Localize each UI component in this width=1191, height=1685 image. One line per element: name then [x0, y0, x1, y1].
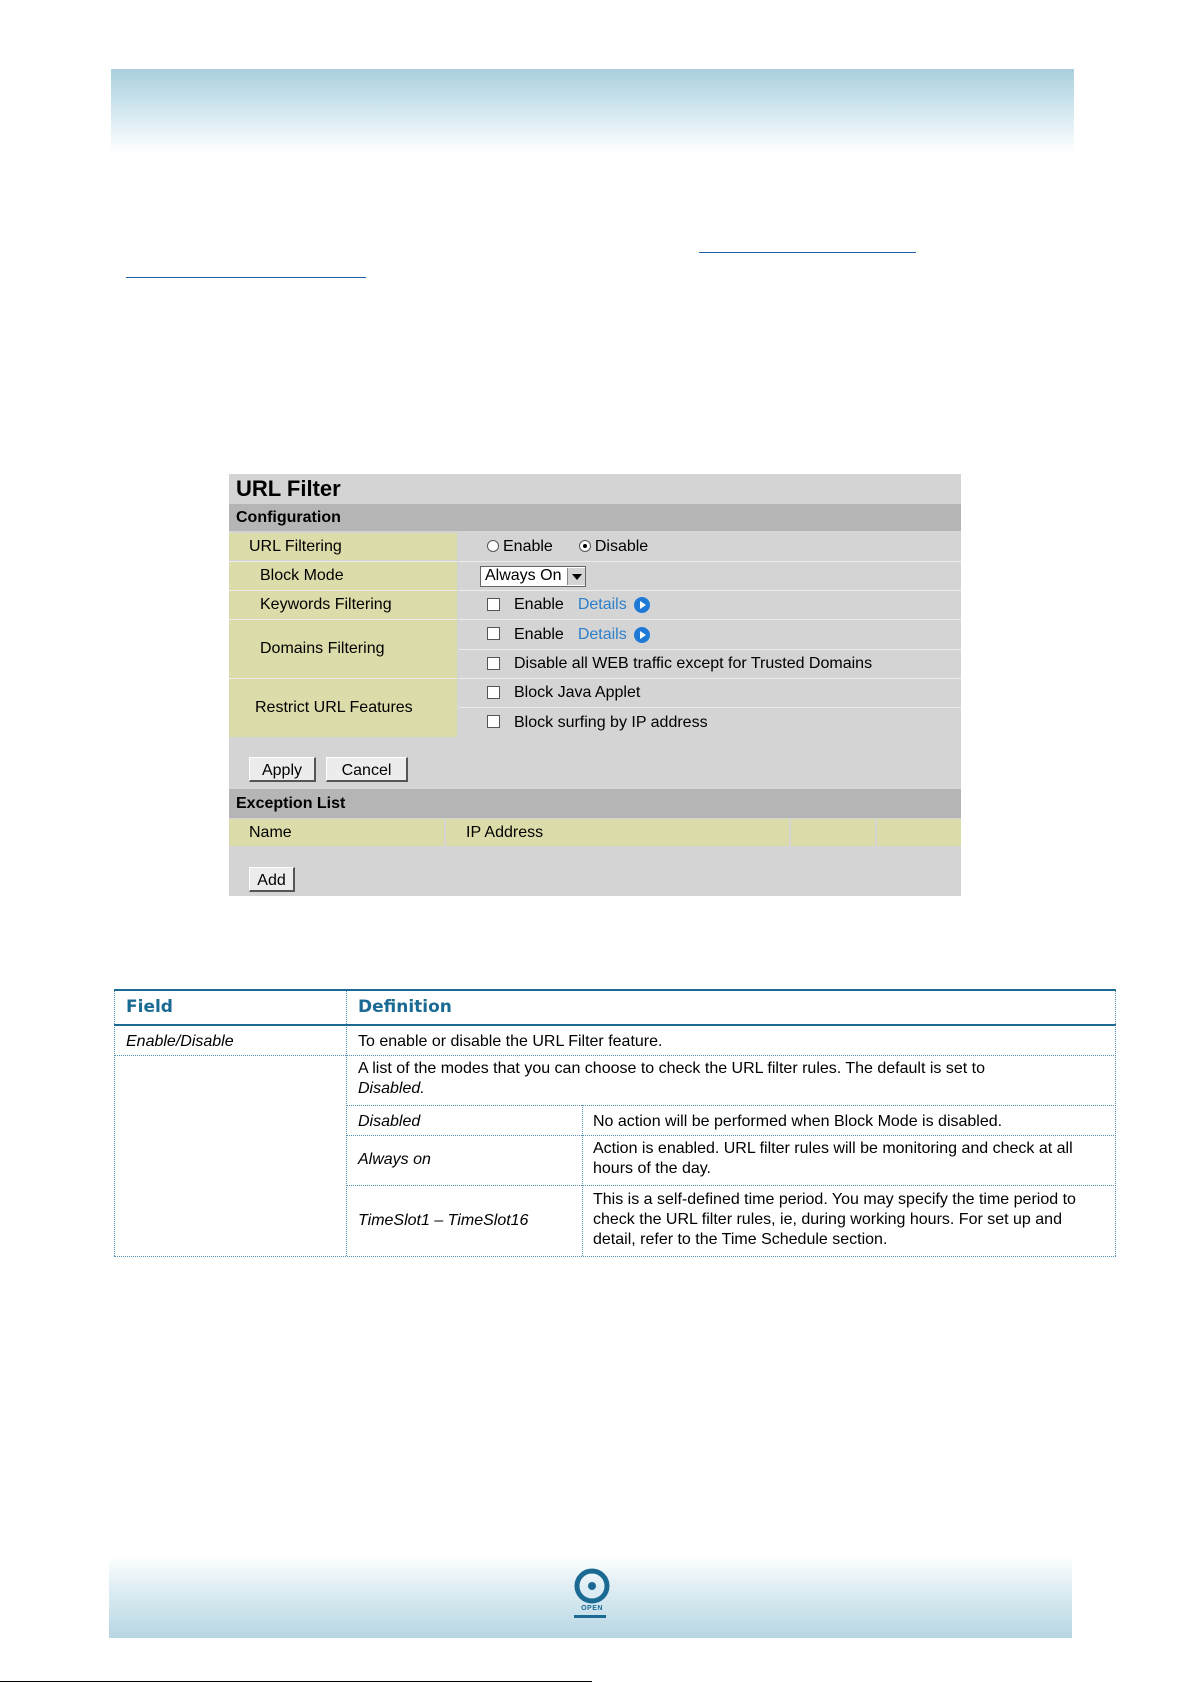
block-mode-intro-default: Disabled.: [358, 1080, 425, 1097]
add-button[interactable]: Add: [249, 867, 295, 892]
trusted-domains-label: Disable all WEB traffic except for Trusted Domains: [514, 655, 873, 672]
divider: [582, 1105, 583, 1256]
keywords-enable-label: Enable: [514, 596, 564, 613]
divider: [346, 1135, 1116, 1136]
table-top-rule: [114, 989, 1116, 991]
block-mode-intro-text: A list of the modes that you can choose to check the URL filter rules. The default is set to: [358, 1060, 985, 1077]
bottom-rule: [0, 1681, 592, 1682]
block-mode-select[interactable]: [480, 566, 586, 587]
keywords-filtering-label: [229, 591, 457, 619]
field-definition-table: [114, 989, 1116, 1258]
url-filtering-control: [459, 533, 961, 560]
apply-button[interactable]: Apply: [249, 757, 316, 782]
configuration-header: Configuration: [229, 504, 961, 531]
exception-column-ip-address: IP Address: [446, 819, 789, 846]
hyperlink-underline[interactable]: [126, 277, 366, 278]
block-java-label: Block Java Applet: [514, 684, 641, 701]
keywords-enable-checkbox[interactable]: [487, 598, 500, 611]
exception-column-blank: [791, 819, 875, 846]
arrow-right-circle-icon[interactable]: [634, 627, 650, 643]
column-header-field: Field: [126, 997, 173, 1017]
hyperlink-underline[interactable]: [699, 252, 916, 253]
exception-column-name: Name: [229, 819, 444, 846]
domains-enable-checkbox[interactable]: [487, 627, 500, 640]
details-label[interactable]: Details: [577, 596, 627, 613]
block-mode-intro: [358, 1059, 1106, 1099]
domains-enable-label: Enable: [514, 625, 564, 643]
divider: [346, 991, 347, 1256]
keywords-filtering-control: [459, 591, 961, 619]
mode-always-on: Always on: [358, 1151, 431, 1168]
block-ip-label: Block surfing by IP address: [514, 713, 708, 731]
domains-details-link[interactable]: [578, 626, 650, 644]
block-java-checkbox[interactable]: [487, 686, 500, 699]
mode-disabled: Disabled: [358, 1113, 421, 1130]
divider: [114, 1256, 1116, 1257]
block-mode-select-value: Always On: [485, 567, 562, 584]
keywords-filtering-label-text: Keywords Filtering: [260, 596, 392, 613]
logo-underline: [574, 1615, 606, 1618]
column-header-definition: Definition: [358, 997, 452, 1017]
cancel-button[interactable]: Cancel: [326, 757, 408, 782]
url-filtering-label-text: URL Filtering: [249, 537, 342, 555]
enable-radio-label: Enable: [503, 537, 553, 555]
block-ip-checkbox[interactable]: [487, 715, 500, 728]
url-filtering-enable-radio[interactable]: [487, 540, 499, 552]
mode-disabled-description: No action will be performed when Block Mode is disabled.: [593, 1113, 1003, 1130]
trusted-domains-control: [459, 650, 961, 678]
mode-always-on-description: Action is enabled. URL filter rules will be monitoring and check at all hours of the day.: [593, 1140, 1073, 1177]
details-label[interactable]: Details: [577, 625, 627, 643]
page-header-band: [111, 69, 1074, 154]
block-mode-label-text: Block Mode: [260, 567, 344, 584]
keywords-details-link[interactable]: [578, 596, 650, 614]
url-filter-panel: [229, 474, 961, 896]
chevron-down-icon[interactable]: [567, 568, 585, 585]
restrict-url-features-label-text: Restrict URL Features: [255, 699, 413, 716]
block-mode-label: [229, 562, 457, 590]
divider: [1115, 991, 1116, 1256]
divider: [346, 1105, 1116, 1106]
block-java-control: [459, 679, 961, 707]
divider: [114, 1055, 1116, 1056]
divider: [114, 991, 115, 1256]
trusted-domains-checkbox[interactable]: [487, 657, 500, 670]
block-ip-control: [459, 708, 961, 737]
definition-enable-disable: To enable or disable the URL Filter feature.: [358, 1033, 663, 1050]
restrict-url-features-label: [229, 679, 457, 737]
arrow-right-circle-icon[interactable]: [634, 597, 650, 613]
exception-column-blank: [877, 819, 961, 846]
domains-filtering-control: [459, 620, 961, 649]
panel-title: URL Filter: [229, 474, 961, 504]
url-filtering-disable-radio[interactable]: [579, 540, 591, 552]
block-mode-control: [459, 562, 961, 590]
header-rule: [114, 1024, 1116, 1026]
open-logo-text: OPEN: [581, 1605, 603, 1612]
mode-timeslot: TimeSlot1 – TimeSlot16: [358, 1212, 529, 1229]
field-enable-disable: Enable/Disable: [126, 1033, 234, 1050]
divider: [346, 1185, 1116, 1186]
domains-filtering-label: [229, 620, 457, 678]
exception-list-header: Exception List: [229, 789, 961, 818]
disable-radio-label: Disable: [594, 537, 649, 555]
domains-filtering-label-text: Domains Filtering: [260, 640, 385, 657]
mode-timeslot-description: This is a self-defined time period. You may specify the time period to check the URL filter rules, ie, during working hours. For set up and detail, refer to the Time Schedule section.: [593, 1191, 1076, 1248]
url-filtering-label: [229, 533, 457, 560]
